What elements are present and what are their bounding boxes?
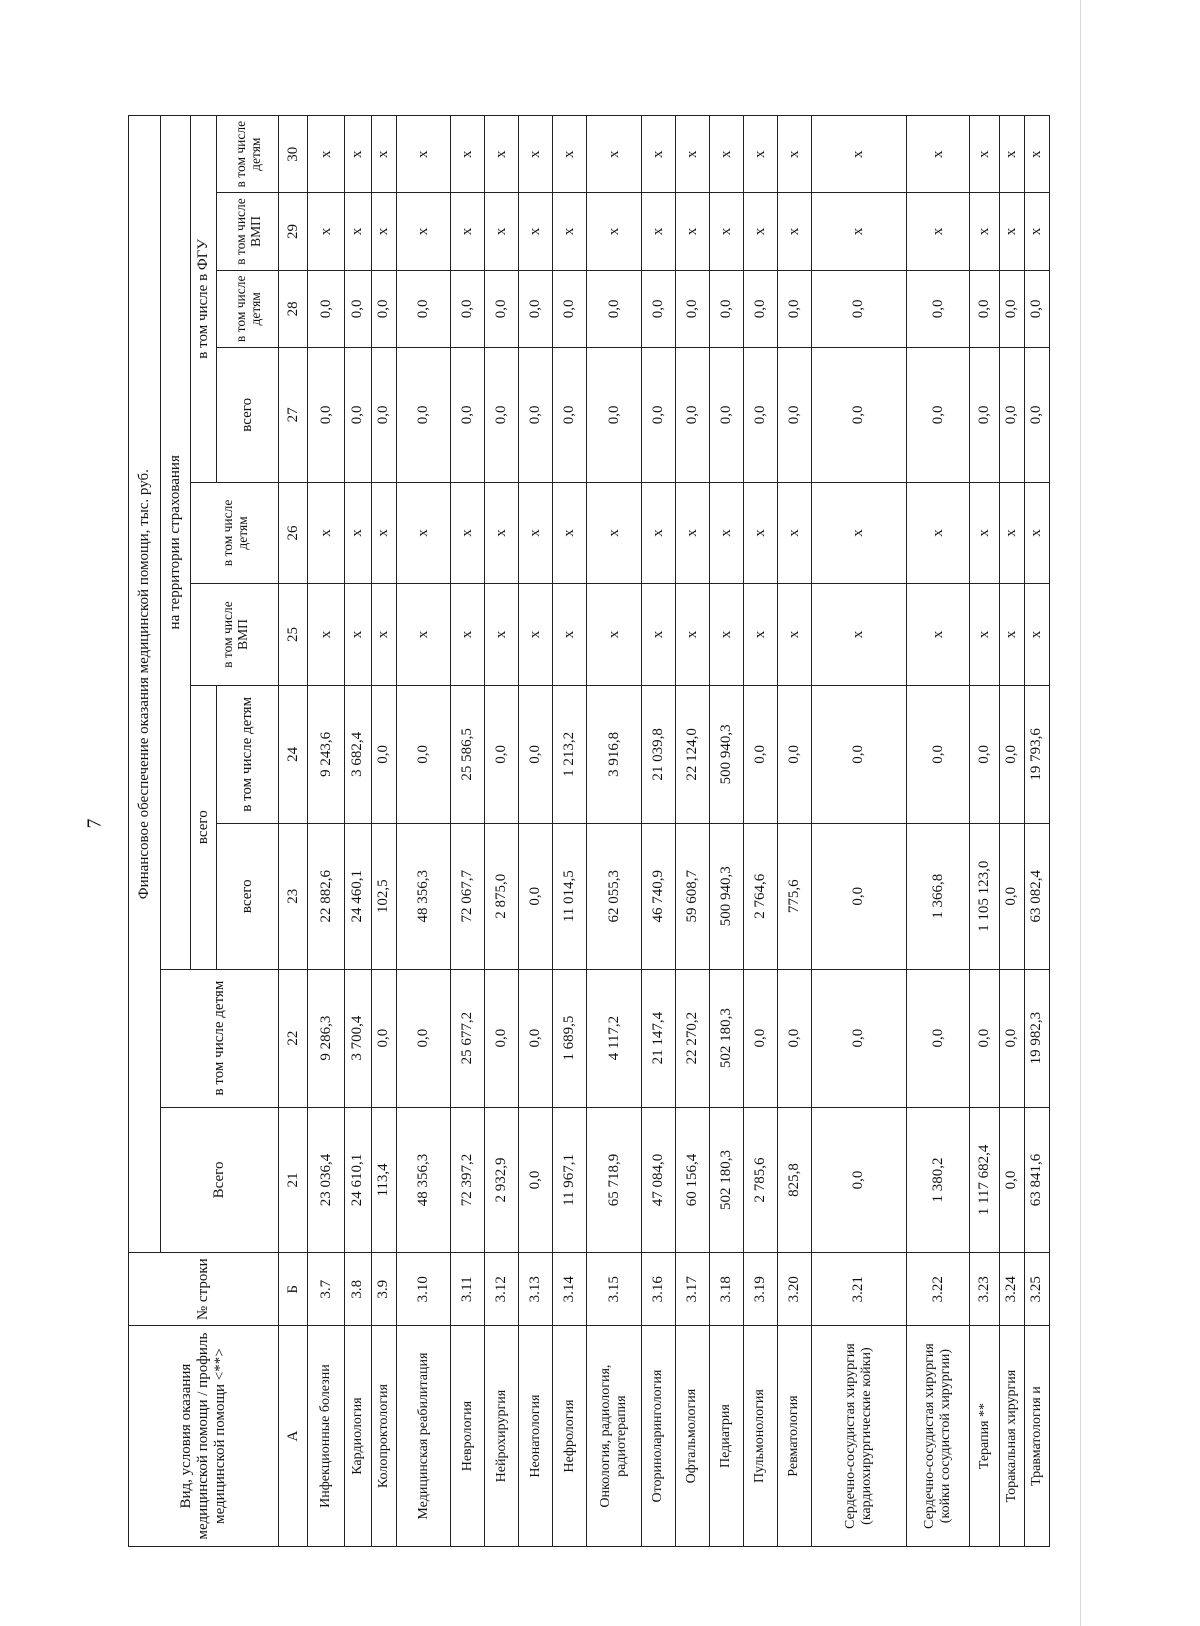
total-children-cell: 0,0 [396, 969, 450, 1107]
row-no-cell: 3.8 [344, 1253, 371, 1326]
territory-vmp-children-cell: x [641, 482, 675, 584]
territory-vmp-children-cell: x [811, 482, 906, 584]
table-row [970, 116, 999, 1547]
total-children-cell: 3 700,4 [344, 969, 371, 1107]
fgu-total-cell: 0,0 [308, 347, 344, 482]
table-body [279, 116, 1050, 1547]
profile-cell: Сердечно-сосудистая хирургия (койки сосудистой хирургии) [906, 1326, 969, 1547]
fgu-vmp-cell: x [743, 193, 777, 270]
fgu-children-cell: 0,0 [396, 270, 450, 347]
header-incl-fgu: в том числе в ФГУ [191, 116, 217, 483]
column-number: А [279, 1326, 308, 1547]
header-row-no: № строки [129, 1253, 279, 1326]
row-no-cell: 3.15 [587, 1253, 641, 1326]
territory-children-cell: 0,0 [777, 685, 811, 823]
table-row [451, 116, 485, 1547]
territory-vmp-cell: x [675, 584, 709, 686]
fgu-children-cell: 0,0 [519, 270, 553, 347]
fgu-vmp-children-cell: x [641, 116, 675, 193]
territory-children-cell: 0,0 [970, 685, 999, 823]
territory-vmp-children-cell: x [709, 482, 743, 584]
total-cell: 11 967,1 [553, 1107, 587, 1253]
total-cell: 0,0 [811, 1107, 906, 1253]
fgu-children-cell: 0,0 [970, 270, 999, 347]
territory-total-cell: 775,6 [777, 823, 811, 969]
territory-vmp-cell: x [970, 584, 999, 686]
profile-cell: Педиатрия [709, 1326, 743, 1547]
total-cell: 72 397,2 [451, 1107, 485, 1253]
total-children-cell: 0,0 [743, 969, 777, 1107]
fgu-vmp-cell: x [308, 193, 344, 270]
total-cell: 2 932,9 [485, 1107, 519, 1253]
territory-children-cell: 0,0 [396, 685, 450, 823]
fgu-children-cell: 0,0 [485, 270, 519, 347]
territory-total-cell: 102,5 [371, 823, 396, 969]
header-fgu-children2: в том числе детям [217, 116, 279, 193]
table-row [743, 116, 777, 1547]
total-cell: 1 380,2 [906, 1107, 969, 1253]
fgu-vmp-children-cell: x [485, 116, 519, 193]
row-no-cell: 3.19 [743, 1253, 777, 1326]
territory-vmp-cell: x [587, 584, 641, 686]
fgu-total-cell: 0,0 [396, 347, 450, 482]
column-number: 26 [279, 482, 308, 584]
fgu-children-cell: 0,0 [1024, 270, 1049, 347]
territory-total-cell: 11 014,5 [553, 823, 587, 969]
territory-total-cell: 2 875,0 [485, 823, 519, 969]
total-children-cell: 0,0 [970, 969, 999, 1107]
territory-vmp-cell: x [396, 584, 450, 686]
fgu-total-cell: 0,0 [811, 347, 906, 482]
table-row [519, 116, 553, 1547]
fgu-total-cell: 0,0 [553, 347, 587, 482]
header-fgu-children: в том числе детям [217, 270, 279, 347]
profile-cell: Кардиология [344, 1326, 371, 1547]
header-vsego-cap: Всего [161, 1107, 279, 1253]
territory-vmp-children-cell: x [308, 482, 344, 584]
profile-cell: Нейрохирургия [485, 1326, 519, 1547]
total-cell: 1 117 682,4 [970, 1107, 999, 1253]
fgu-vmp-children-cell: x [1024, 116, 1049, 193]
row-no-cell: 3.9 [371, 1253, 396, 1326]
total-children-cell: 502 180,3 [709, 969, 743, 1107]
fgu-children-cell: 0,0 [675, 270, 709, 347]
fgu-vmp-children-cell: x [743, 116, 777, 193]
column-number: 28 [279, 270, 308, 347]
profile-cell: Офтальмология [675, 1326, 709, 1547]
profile-cell: Ревматология [777, 1326, 811, 1547]
column-number: 25 [279, 584, 308, 686]
row-no-cell: 3.25 [1024, 1253, 1049, 1326]
territory-children-cell: 22 124,0 [675, 685, 709, 823]
fgu-vmp-cell: x [396, 193, 450, 270]
profile-cell: Пульмонология [743, 1326, 777, 1547]
territory-children-cell: 19 793,6 [1024, 685, 1049, 823]
total-cell: 23 036,4 [308, 1107, 344, 1253]
fgu-vmp-children-cell: x [709, 116, 743, 193]
territory-total-cell: 22 882,6 [308, 823, 344, 969]
profile-cell: Инфекционные болезни [308, 1326, 344, 1547]
total-cell: 48 356,3 [396, 1107, 450, 1253]
territory-total-cell: 0,0 [811, 823, 906, 969]
territory-children-cell: 500 940,3 [709, 685, 743, 823]
profile-cell: Оториноларингология [641, 1326, 675, 1547]
row-no-cell: 3.14 [553, 1253, 587, 1326]
fgu-total-cell: 0,0 [344, 347, 371, 482]
territory-vmp-children-cell: x [485, 482, 519, 584]
total-children-cell: 4 117,2 [587, 969, 641, 1107]
financing-table [128, 115, 1050, 1547]
fgu-vmp-cell: x [675, 193, 709, 270]
fgu-vmp-children-cell: x [587, 116, 641, 193]
territory-vmp-children-cell: x [999, 482, 1024, 584]
fgu-total-cell: 0,0 [675, 347, 709, 482]
territory-vmp-cell: x [1024, 584, 1049, 686]
fgu-total-cell: 0,0 [1024, 347, 1049, 482]
header-financing: Финансовое обеспечение оказания медицинской помощи, тыс. руб. [129, 116, 161, 1253]
header-profile: Вид, условия оказания медицинской помощи / профиль медицинской помощи <**> [129, 1326, 279, 1547]
territory-vmp-children-cell: x [553, 482, 587, 584]
territory-vmp-children-cell: x [906, 482, 969, 584]
territory-total-cell: 72 067,7 [451, 823, 485, 969]
total-children-cell: 0,0 [485, 969, 519, 1107]
territory-children-cell: 9 243,6 [308, 685, 344, 823]
fgu-total-cell: 0,0 [587, 347, 641, 482]
fgu-vmp-children-cell: x [906, 116, 969, 193]
territory-children-cell: 3 682,4 [344, 685, 371, 823]
fgu-vmp-cell: x [344, 193, 371, 270]
fgu-vmp-cell: x [999, 193, 1024, 270]
fgu-vmp-cell: x [777, 193, 811, 270]
territory-vmp-children-cell: x [743, 482, 777, 584]
fgu-vmp-children-cell: x [970, 116, 999, 193]
column-number: Б [279, 1253, 308, 1326]
territory-children-cell: 0,0 [906, 685, 969, 823]
profile-cell: Сердечно-сосудистая хирургия (кардиохирургические койки) [811, 1326, 906, 1547]
territory-total-cell: 500 940,3 [709, 823, 743, 969]
fgu-children-cell: 0,0 [999, 270, 1024, 347]
row-no-cell: 3.16 [641, 1253, 675, 1326]
territory-children-cell: 0,0 [811, 685, 906, 823]
territory-total-cell: 46 740,9 [641, 823, 675, 969]
fgu-total-cell: 0,0 [451, 347, 485, 482]
territory-children-cell: 0,0 [371, 685, 396, 823]
row-no-cell: 3.17 [675, 1253, 709, 1326]
table-row [396, 116, 450, 1547]
fgu-total-cell: 0,0 [485, 347, 519, 482]
profile-cell: Онкология, радиология, радиотерапия [587, 1326, 641, 1547]
total-children-cell: 1 689,5 [553, 969, 587, 1107]
fgu-total-cell: 0,0 [709, 347, 743, 482]
total-children-cell: 0,0 [906, 969, 969, 1107]
total-cell: 60 156,4 [675, 1107, 709, 1253]
profile-cell: Неврология [451, 1326, 485, 1547]
fgu-total-cell: 0,0 [999, 347, 1024, 482]
fgu-total-cell: 0,0 [519, 347, 553, 482]
fgu-vmp-cell: x [906, 193, 969, 270]
header-fgu-vsego: всего [217, 347, 279, 482]
profile-cell: Медицинская реабилитация [396, 1326, 450, 1547]
total-children-cell: 25 677,2 [451, 969, 485, 1107]
territory-vmp-children-cell: x [519, 482, 553, 584]
column-number: 23 [279, 823, 308, 969]
row-no-cell: 3.22 [906, 1253, 969, 1326]
profile-cell: Колопроктология [371, 1326, 396, 1547]
table-row [906, 116, 969, 1547]
header-territory: на территории страхования [161, 116, 191, 970]
territory-children-cell: 0,0 [519, 685, 553, 823]
territory-vmp-children-cell: x [675, 482, 709, 584]
table-row [709, 116, 743, 1547]
fgu-total-cell: 0,0 [743, 347, 777, 482]
fgu-children-cell: 0,0 [777, 270, 811, 347]
total-children-cell: 0,0 [777, 969, 811, 1107]
fgu-vmp-cell: x [553, 193, 587, 270]
territory-total-cell: 24 460,1 [344, 823, 371, 969]
row-no-cell: 3.18 [709, 1253, 743, 1326]
total-children-cell: 21 147,4 [641, 969, 675, 1107]
fgu-vmp-children-cell: x [308, 116, 344, 193]
row-no-cell: 3.21 [811, 1253, 906, 1326]
fgu-vmp-children-cell: x [999, 116, 1024, 193]
fgu-total-cell: 0,0 [970, 347, 999, 482]
fgu-total-cell: 0,0 [371, 347, 396, 482]
territory-vmp-cell: x [308, 584, 344, 686]
fgu-children-cell: 0,0 [709, 270, 743, 347]
profile-cell: Травматология и [1024, 1326, 1049, 1547]
fgu-vmp-cell: x [371, 193, 396, 270]
row-no-cell: 3.11 [451, 1253, 485, 1326]
table-row [308, 116, 344, 1547]
territory-children-cell: 0,0 [743, 685, 777, 823]
territory-vmp-cell: x [777, 584, 811, 686]
column-number-row [279, 116, 308, 1547]
header-vsego: всего [191, 685, 217, 969]
territory-total-cell: 2 764,6 [743, 823, 777, 969]
table-row [641, 116, 675, 1547]
row-no-cell: 3.7 [308, 1253, 344, 1326]
profile-cell: Неонатология [519, 1326, 553, 1547]
column-number: 22 [279, 969, 308, 1107]
territory-total-cell: 63 082,4 [1024, 823, 1049, 969]
fgu-children-cell: 0,0 [344, 270, 371, 347]
total-cell: 0,0 [999, 1107, 1024, 1253]
row-no-cell: 3.20 [777, 1253, 811, 1326]
territory-children-cell: 25 586,5 [451, 685, 485, 823]
territory-total-cell: 59 608,7 [675, 823, 709, 969]
fgu-children-cell: 0,0 [587, 270, 641, 347]
fgu-vmp-children-cell: x [675, 116, 709, 193]
column-number: 30 [279, 116, 308, 193]
fgu-vmp-cell: x [709, 193, 743, 270]
territory-vmp-children-cell: x [451, 482, 485, 584]
fgu-vmp-cell: x [970, 193, 999, 270]
profile-cell: Торакальная хирургия [999, 1326, 1024, 1547]
fgu-total-cell: 0,0 [906, 347, 969, 482]
fgu-vmp-children-cell: x [396, 116, 450, 193]
header-incl-children: в том числе детям [161, 969, 279, 1107]
table-row [371, 116, 396, 1547]
fgu-vmp-cell: x [811, 193, 906, 270]
total-cell: 502 180,3 [709, 1107, 743, 1253]
territory-vmp-cell: x [344, 584, 371, 686]
territory-vmp-children-cell: x [970, 482, 999, 584]
fgu-vmp-children-cell: x [519, 116, 553, 193]
territory-vmp-cell: x [906, 584, 969, 686]
territory-children-cell: 21 039,8 [641, 685, 675, 823]
table-row [1024, 116, 1049, 1547]
territory-vmp-cell: x [553, 584, 587, 686]
territory-children-cell: 3 916,8 [587, 685, 641, 823]
total-cell: 63 841,6 [1024, 1107, 1049, 1253]
column-number: 24 [279, 685, 308, 823]
fgu-vmp-children-cell: x [344, 116, 371, 193]
fgu-vmp-children-cell: x [451, 116, 485, 193]
territory-vmp-cell: x [999, 584, 1024, 686]
fgu-vmp-children-cell: x [777, 116, 811, 193]
table-row [485, 116, 519, 1547]
territory-vmp-cell: x [519, 584, 553, 686]
territory-children-cell: 1 213,2 [553, 685, 587, 823]
territory-vmp-cell: x [451, 584, 485, 686]
fgu-vmp-cell: x [587, 193, 641, 270]
column-number: 27 [279, 347, 308, 482]
territory-vmp-cell: x [371, 584, 396, 686]
table-row [777, 116, 811, 1547]
header-incl-vmp: в том числе ВМП [191, 584, 279, 686]
page-number: 7 [83, 818, 106, 829]
territory-vmp-children-cell: x [587, 482, 641, 584]
territory-vmp-cell: x [485, 584, 519, 686]
territory-vmp-children-cell: x [1024, 482, 1049, 584]
territory-vmp-cell: x [641, 584, 675, 686]
territory-vmp-cell: x [709, 584, 743, 686]
fgu-children-cell: 0,0 [641, 270, 675, 347]
header-incl-children-short: в том числе детям [191, 482, 279, 584]
territory-total-cell: 0,0 [519, 823, 553, 969]
fgu-vmp-cell: x [519, 193, 553, 270]
column-number: 21 [279, 1107, 308, 1253]
profile-cell: Нефрология [553, 1326, 587, 1547]
table-row [344, 116, 371, 1547]
total-children-cell: 0,0 [999, 969, 1024, 1107]
territory-children-cell: 0,0 [999, 685, 1024, 823]
rotated-table-wrapper [128, 115, 1050, 1547]
table-row [811, 116, 906, 1547]
territory-vmp-cell: x [811, 584, 906, 686]
territory-vmp-cell: x [743, 584, 777, 686]
territory-vmp-children-cell: x [777, 482, 811, 584]
fgu-children-cell: 0,0 [371, 270, 396, 347]
total-children-cell: 19 982,3 [1024, 969, 1049, 1107]
page-edge [1080, 0, 1081, 1626]
territory-vmp-children-cell: x [396, 482, 450, 584]
territory-children-cell: 0,0 [485, 685, 519, 823]
header-incl-children-sub: в том числе детям [217, 685, 279, 823]
fgu-vmp-children-cell: x [811, 116, 906, 193]
fgu-vmp-cell: x [451, 193, 485, 270]
fgu-children-cell: 0,0 [811, 270, 906, 347]
row-no-cell: 3.12 [485, 1253, 519, 1326]
fgu-vmp-cell: x [1024, 193, 1049, 270]
territory-total-cell: 0,0 [999, 823, 1024, 969]
table-row [553, 116, 587, 1547]
header-fgu-vmp: в том числе ВМП [217, 193, 279, 270]
row-no-cell: 3.10 [396, 1253, 450, 1326]
table-row [675, 116, 709, 1547]
territory-vmp-children-cell: x [344, 482, 371, 584]
fgu-children-cell: 0,0 [451, 270, 485, 347]
total-cell: 825,8 [777, 1107, 811, 1253]
total-children-cell: 9 286,3 [308, 969, 344, 1107]
profile-cell: Терапия ** [970, 1326, 999, 1547]
territory-vmp-children-cell: x [371, 482, 396, 584]
territory-total-cell: 48 356,3 [396, 823, 450, 969]
fgu-children-cell: 0,0 [743, 270, 777, 347]
total-children-cell: 0,0 [811, 969, 906, 1107]
row-no-cell: 3.24 [999, 1253, 1024, 1326]
table-row [587, 116, 641, 1547]
fgu-children-cell: 0,0 [308, 270, 344, 347]
fgu-total-cell: 0,0 [777, 347, 811, 482]
territory-total-cell: 1 366,8 [906, 823, 969, 969]
fgu-vmp-children-cell: x [371, 116, 396, 193]
fgu-vmp-cell: x [485, 193, 519, 270]
total-cell: 113,4 [371, 1107, 396, 1253]
total-cell: 65 718,9 [587, 1107, 641, 1253]
territory-total-cell: 1 105 123,0 [970, 823, 999, 969]
total-cell: 0,0 [519, 1107, 553, 1253]
total-children-cell: 0,0 [371, 969, 396, 1107]
total-cell: 24 610,1 [344, 1107, 371, 1253]
column-number: 29 [279, 193, 308, 270]
total-children-cell: 22 270,2 [675, 969, 709, 1107]
fgu-vmp-cell: x [641, 193, 675, 270]
total-cell: 2 785,6 [743, 1107, 777, 1253]
fgu-total-cell: 0,0 [641, 347, 675, 482]
total-children-cell: 0,0 [519, 969, 553, 1107]
row-no-cell: 3.13 [519, 1253, 553, 1326]
total-cell: 47 084,0 [641, 1107, 675, 1253]
header-vsego-sub: всего [217, 823, 279, 969]
fgu-vmp-children-cell: x [553, 116, 587, 193]
row-no-cell: 3.23 [970, 1253, 999, 1326]
territory-total-cell: 62 055,3 [587, 823, 641, 969]
fgu-children-cell: 0,0 [906, 270, 969, 347]
table-row [999, 116, 1024, 1547]
fgu-children-cell: 0,0 [553, 270, 587, 347]
